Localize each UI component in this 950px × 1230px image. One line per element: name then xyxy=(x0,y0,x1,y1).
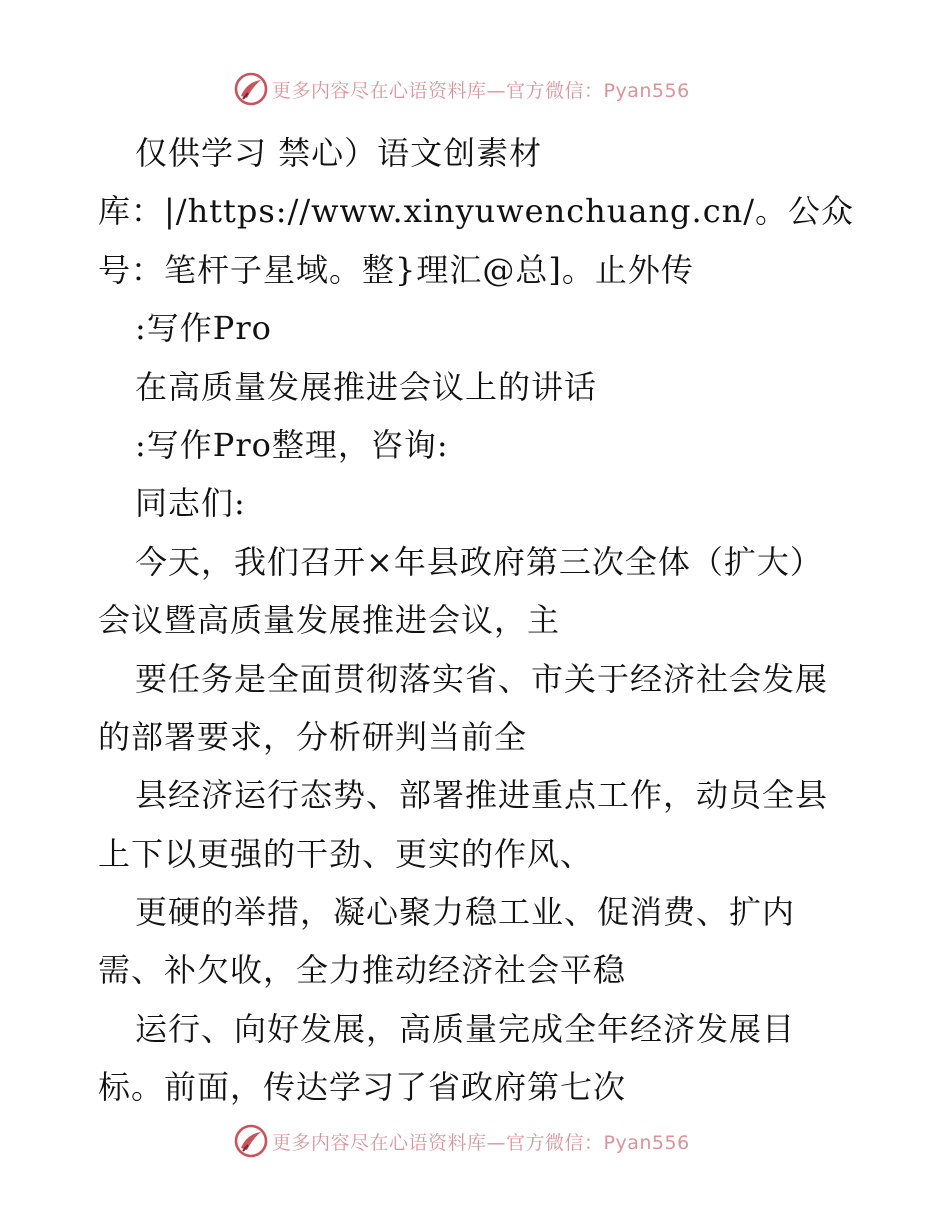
brand-logo-icon xyxy=(234,72,268,106)
text-line: :写作Pro整理，咨询: xyxy=(135,425,449,464)
text-line: :写作Pro xyxy=(135,309,272,348)
paragraph-line: 今天，我们召开×年县政府第三次全体（扩大） xyxy=(135,542,823,581)
brand-logo-icon xyxy=(234,1124,268,1158)
paragraph-line: 会议暨高质量发展推进会议，主 xyxy=(98,601,561,640)
paragraph-line: 运行、向好发展，高质量完成全年经济发展目 xyxy=(135,1009,796,1048)
watermark-text: 更多内容尽在心语资料库—官方微信：Pyan556 xyxy=(272,79,690,102)
paragraph-line: 的部署要求，分析研判当前全 xyxy=(98,717,528,756)
text-line-url xyxy=(98,182,898,240)
text-line: 号：笔杆子星域。整}理汇@总]。止外传 xyxy=(98,250,694,289)
paragraph-line: 需、补欠收，全力推动经济社会平稳 xyxy=(98,951,627,990)
salutation: 同志们: xyxy=(135,484,246,523)
paragraph-line: 上下以更强的干劲、更实的作风、 xyxy=(98,834,594,873)
paragraph-line: 县经济运行态势、部署推进重点工作，动员全县 xyxy=(135,776,829,815)
text-line: 仅供学习 禁心）语文创素材 xyxy=(135,134,543,172)
speech-title: 在高质量发展推进会议上的讲话 xyxy=(135,367,598,406)
text-line: 库：|/https://www.xinyuwenchuang.cn/。公众 xyxy=(98,192,855,231)
watermark-text: 更多内容尽在心语资料库—官方微信：Pyan556 xyxy=(272,1131,690,1154)
document-body xyxy=(98,124,898,1117)
paragraph-line: 要任务是全面贯彻落实省、市关于经济社会发展 xyxy=(135,659,829,698)
paragraph-line: 更硬的举措，凝心聚力稳工业、促消费、扩内 xyxy=(135,893,796,932)
watermark-footer xyxy=(234,1124,690,1158)
paragraph-line: 标。前面，传达学习了省政府第七次 xyxy=(98,1068,627,1107)
watermark-header xyxy=(234,72,690,106)
